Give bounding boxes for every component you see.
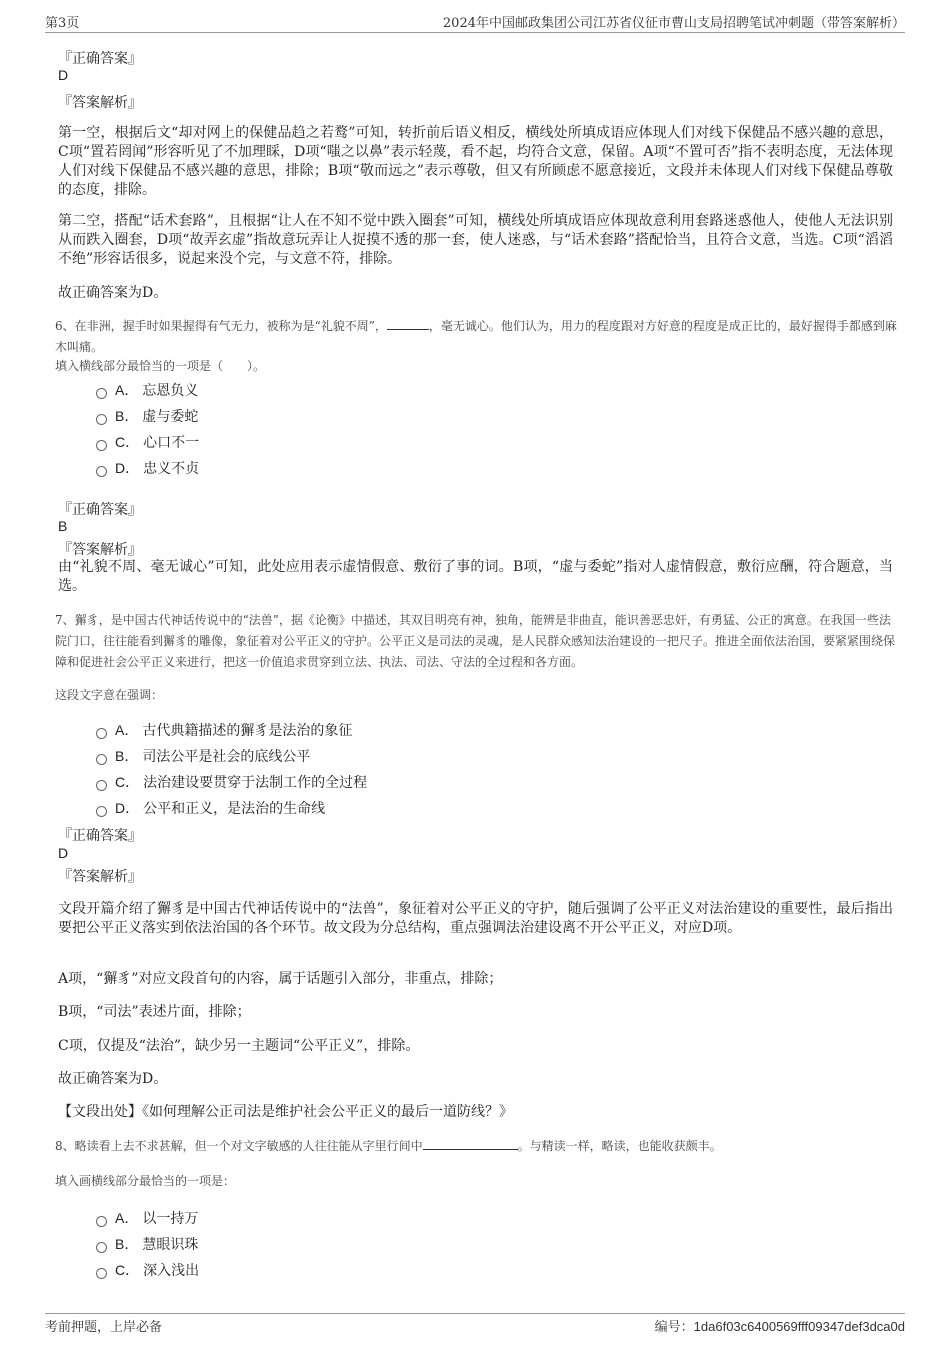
radio-icon[interactable] bbox=[96, 1268, 107, 1279]
question-prompt: 填入横线部分最恰当的一项是（ ）。 bbox=[55, 359, 266, 373]
footer-slogan: 考前押题，上岸必备 bbox=[45, 1320, 163, 1335]
radio-icon[interactable] bbox=[96, 466, 107, 477]
question-stem: 8、略读看上去不求甚解，但一个对文字敏感的人往往能从字里行间中 。与精读一样，略读，也能收获颇丰。 bbox=[55, 1139, 722, 1153]
option-a[interactable]: A． 古代典籍描述的獬豸是法治的象征 bbox=[96, 720, 352, 740]
explanation-paragraph: 由“礼貌不周、毫无诚心”可知，此处应用表示虚情假意、敷衍了事的词。B项，“虚与委蛇”指对人虚情假意，敷衍应酬，符合题意，当选。 bbox=[58, 559, 893, 594]
answer-value: D bbox=[58, 845, 69, 861]
explanation-paragraph: 第二空，搭配“话术套路”，且根据“让人在不知不觉中跌入圈套”可知，横线处所填成语应体现故意利用套路迷惑他人，使他人无法识别从而跌入圈套，D项“故弄玄虚”指故意玩弄让人捉摸不透的那一套，使人迷惑，与“话术套路”搭配恰当，且符合文意，当选。C项“滔滔不绝”形容话很多，说起来没个完，与文意不符，排除。 bbox=[58, 213, 893, 267]
radio-icon[interactable] bbox=[96, 728, 107, 739]
answer-value: D bbox=[58, 67, 69, 83]
question-stem: 6、在非洲，握手时如果握得有气无力，被称为是“礼貌不周”， ，毫无诚心。他们认为，用力的程度跟对方好意的程度是成正比的，最好握得手都感到麻木叫痛。 bbox=[55, 319, 897, 354]
radio-icon[interactable] bbox=[96, 388, 107, 399]
document-id: 编号：1da6f03c6400569fff09347def3dca0d bbox=[654, 1319, 905, 1334]
document-title: 2024年中国邮政集团公司江苏省仪征市曹山支局招聘笔试冲刺题（带答案解析） bbox=[442, 16, 905, 31]
answer-value: B bbox=[58, 518, 68, 534]
question-stem: 7、獬豸，是中国古代神话传说中的“法兽”，据《论衡》中描述，其双目明亮有神，独角，能辨是非曲直，能识善恶忠奸，有勇猛、公正的寓意。在我国一些法院门口，往往能看到獬豸的雕像，象征着对公平正义的守护。公平正义是司法的灵魂，是人民群众感知法治建设的一把尺子。推进全面依法治国，要紧紧围绕保障和促进社会公平正义来进行，把这一价值追求贯穿到立法、执法、司法、守法的全过程和各方面。 bbox=[55, 613, 896, 669]
option-b[interactable]: B． 司法公平是社会的底线公平 bbox=[96, 746, 310, 766]
option-c[interactable]: C． 深入浅出 bbox=[96, 1260, 199, 1280]
answer-blank bbox=[423, 1137, 518, 1150]
explanation-label: 『答案解析』 bbox=[58, 95, 142, 111]
explanation-label: 『答案解析』 bbox=[58, 542, 142, 558]
option-a[interactable]: A． 忘恩负义 bbox=[96, 380, 198, 400]
explanation-conclusion: 故正确答案为D。 bbox=[58, 285, 168, 301]
radio-icon[interactable] bbox=[96, 414, 107, 425]
radio-icon[interactable] bbox=[96, 1216, 107, 1227]
page-number: 第3页 bbox=[45, 16, 80, 31]
question-prompt: 填入画横线部分最恰当的一项是： bbox=[55, 1174, 236, 1188]
question-prompt: 这段文字意在强调： bbox=[55, 688, 164, 702]
radio-icon[interactable] bbox=[96, 806, 107, 817]
radio-icon[interactable] bbox=[96, 1242, 107, 1253]
explanation-paragraph: C项，仅提及“法治”，缺少另一主题词“公平正义”，排除。 bbox=[58, 1038, 420, 1054]
option-c[interactable]: C． 法治建设要贯穿于法制工作的全过程 bbox=[96, 772, 367, 792]
answer-label: 『正确答案』 bbox=[58, 502, 142, 518]
explanation-paragraph: B项，“司法”表述片面，排除； bbox=[58, 1004, 251, 1020]
option-a[interactable]: A． 以一持万 bbox=[96, 1208, 198, 1228]
page-footer bbox=[45, 1313, 905, 1336]
option-b[interactable]: B． 慧眼识珠 bbox=[96, 1234, 198, 1254]
radio-icon[interactable] bbox=[96, 780, 107, 791]
explanation-label: 『答案解析』 bbox=[58, 869, 142, 885]
option-d[interactable]: D． 忠义不贞 bbox=[96, 458, 199, 478]
answer-blank bbox=[387, 317, 429, 330]
option-d[interactable]: D． 公平和正义，是法治的生命线 bbox=[96, 798, 325, 818]
answer-label: 『正确答案』 bbox=[58, 51, 142, 67]
radio-icon[interactable] bbox=[96, 440, 107, 451]
explanation-paragraph: 第一空，根据后文“却对网上的保健品趋之若鹜”可知，转折前后语义相反，横线处所填成语应体现人们对线下保健品不感兴趣的意思，C项“置若罔闻”形容听见了不加理睬，D项“嗤之以鼻”表示轻蔑，看不起，均符合文意，保留。A项“不置可否”指不表明态度，无法体现人们对线下保健品不感兴趣的意思，排除；B项“敬而远之”表示尊敬，但又有所顾虑不愿意接近，文段并未体现人们对线下保健品尊敬的态度，排除。 bbox=[58, 125, 893, 198]
option-c[interactable]: C． 心口不一 bbox=[96, 432, 199, 452]
source-citation: 【文段出处】《如何理解公正司法是维护社会公平正义的最后一道防线？》 bbox=[58, 1104, 513, 1120]
answer-label: 『正确答案』 bbox=[58, 828, 142, 844]
option-b[interactable]: B． 虚与委蛇 bbox=[96, 406, 198, 426]
page-header bbox=[45, 12, 905, 33]
radio-icon[interactable] bbox=[96, 754, 107, 765]
explanation-paragraph: A项，“獬豸”对应文段首句的内容，属于话题引入部分，非重点，排除； bbox=[58, 971, 503, 987]
explanation-paragraph: 文段开篇介绍了獬豸是中国古代神话传说中的“法兽”，象征着对公平正义的守护，随后强调了公平正义对法治建设的重要性，最后指出要把公平正义落实到依法治国的各个环节。故文段为分总结构，重点强调法治建设离不开公平正义，对应D项。 bbox=[58, 901, 893, 936]
explanation-conclusion: 故正确答案为D。 bbox=[58, 1071, 168, 1087]
